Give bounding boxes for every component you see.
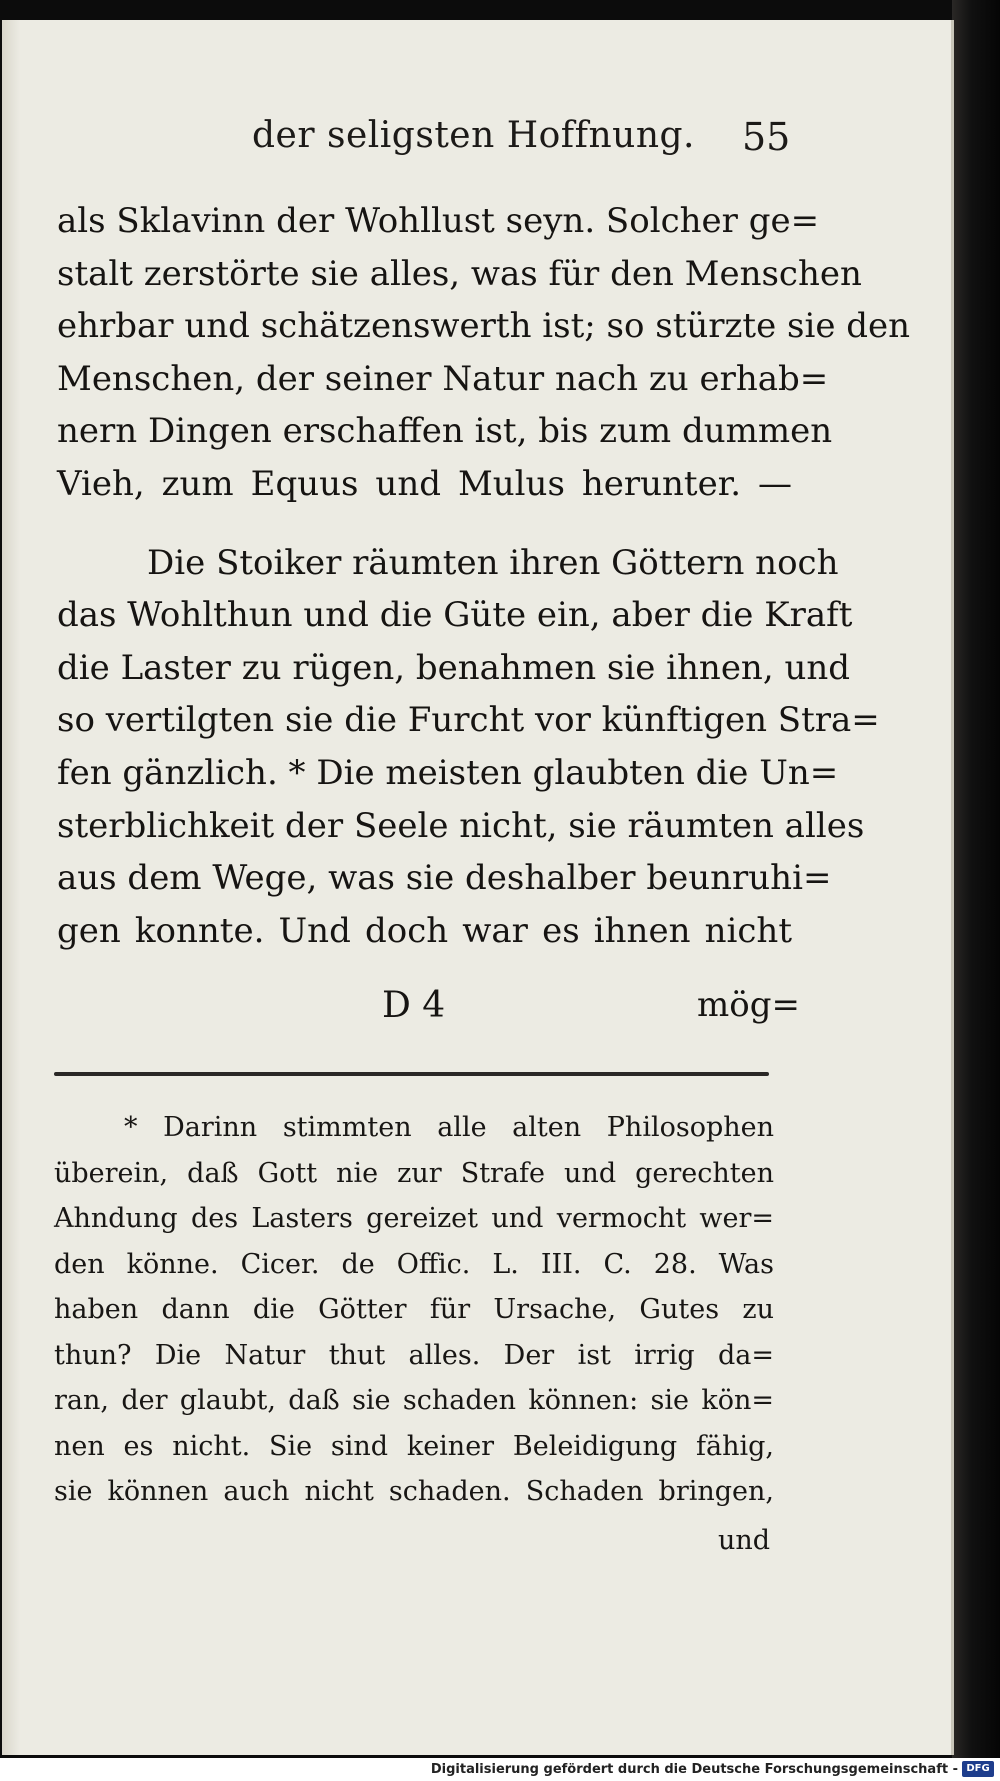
text-line: die Laster zu rügen, benahmen sie ihnen, und — [57, 647, 851, 688]
page-shadow — [952, 0, 1000, 1781]
book-page — [2, 20, 954, 1755]
footer-credit: Digitalisierung gefördert durch die Deutsche Forschungsgemeinschaft - — [430, 1762, 958, 1777]
footnote — [54, 1105, 774, 1515]
text-line: sterblichkeit der Seele nicht, sie räumten alles — [57, 805, 865, 846]
body-text — [57, 195, 911, 957]
text-line: als Sklavinn der Wohllust seyn. Solcher ge= — [57, 201, 820, 241]
text-line: Vieh, zum Equus und Mulus herunter. — — [57, 463, 792, 504]
dfg-logo-icon: DFG — [962, 1761, 994, 1777]
text-line: so vertilgten sie die Furcht vor künftigen Stra= — [57, 700, 880, 741]
footnote-line: überein, daß Gott nie zur Strafe und gerechten — [54, 1157, 774, 1189]
text-line: stalt zerstörte sie alles, was für den Menschen — [57, 253, 862, 294]
text-line: aus dem Wege, was sie deshalber beunruhi= — [57, 858, 832, 899]
footnote-line: thun? Die Natur thut alles. Der ist irrig da= — [54, 1339, 774, 1371]
footnote-line: den könne. Cicer. de Offic. L. III. C. 28. Was — [54, 1248, 774, 1280]
text-line: das Wohlthun und die Güte ein, aber die Kraft — [57, 595, 853, 636]
digitization-footer — [0, 1758, 1000, 1781]
footnote-line: Ahndung des Lasters gereizet und vermocht wer= — [54, 1203, 774, 1234]
text-line: Die Stoiker räumten ihren Göttern noch — [147, 542, 839, 583]
signature-mark: D 4 — [382, 985, 446, 1026]
text-line: Menschen, der seiner Natur nach zu erhab= — [57, 358, 829, 399]
footnote-catchword: und — [718, 1525, 771, 1556]
footnote-line: ran, der glaubt, daß sie schaden können: sie kön= — [54, 1385, 774, 1416]
footnote-line: sie können auch nicht schaden. Schaden bringen, — [54, 1476, 774, 1507]
text-line: fen gänzlich. * Die meisten glaubten die Un= — [57, 752, 839, 793]
footnote-line: * Darinn stimmten alle alten Philosophen — [124, 1112, 774, 1143]
text-line: gen konnte. Und doch war es ihnen nicht — [57, 910, 792, 951]
page-number: 55 — [742, 115, 791, 159]
running-head: der seligsten Hoffnung. — [252, 115, 695, 156]
catchword: mög= — [697, 985, 800, 1025]
text-line: nern Dingen erschaffen ist, bis zum dummen — [57, 411, 833, 452]
text-line: ehrbar und schätzenswerth ist; so stürzte sie den — [57, 306, 911, 347]
footnote-line: nen es nicht. Sie sind keiner Beleidigung fähig, — [54, 1430, 774, 1462]
footnote-line: haben dann die Götter für Ursache, Gutes zu — [54, 1294, 774, 1325]
footnote-rule — [54, 1072, 769, 1076]
